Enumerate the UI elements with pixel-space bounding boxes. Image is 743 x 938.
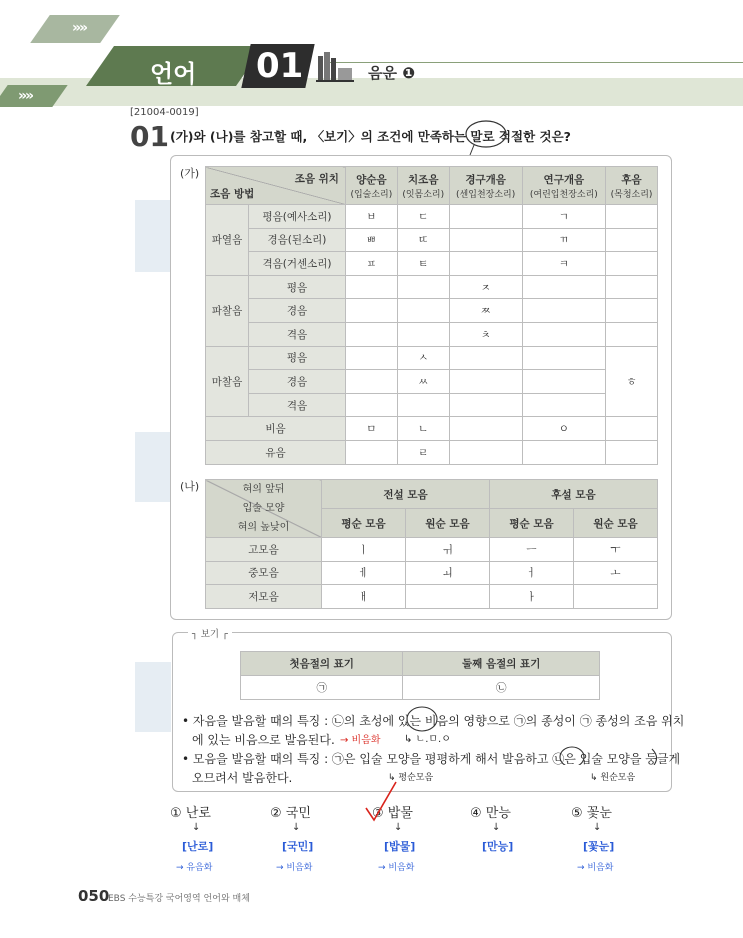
row-header: 비음	[206, 417, 346, 441]
row-sub-header: 격음(거센소리)	[249, 252, 346, 276]
table-cell	[606, 228, 658, 252]
table-cell: ㅃ	[345, 228, 397, 252]
corner-line: 입술 모양	[242, 503, 285, 514]
bogi-cell-2: ㉡	[403, 676, 600, 700]
table-cell	[522, 299, 605, 323]
question-code: [21004-0019]	[130, 107, 199, 118]
table-cell: ㅉ	[449, 299, 522, 323]
column-header	[345, 167, 397, 205]
corner-bottom: 조음 방법	[210, 187, 255, 200]
table-cell	[606, 322, 658, 346]
table-cell: ㅁ	[345, 417, 397, 441]
table-cell	[606, 275, 658, 299]
corner-line: 혀의 높낮이	[237, 522, 290, 533]
table-cell	[397, 275, 449, 299]
handwritten-circle	[462, 117, 510, 157]
choice-pronunciation: [꽃눈]	[583, 840, 615, 853]
table-cell	[449, 370, 522, 394]
table-cell: ㄲ	[522, 228, 605, 252]
table-cell	[397, 299, 449, 323]
column-name: 연구개음	[543, 173, 585, 186]
table-corner	[206, 167, 346, 205]
table-cell: ㅋ	[522, 252, 605, 276]
table-cell: ㅟ	[406, 538, 490, 562]
column-name: 치조음	[408, 173, 439, 186]
table-cell	[345, 275, 397, 299]
row-header: 중모음	[206, 561, 322, 585]
table-cell	[345, 370, 397, 394]
books-icon	[316, 50, 356, 82]
table-cell: ㅓ	[490, 561, 574, 585]
consonant-table	[205, 166, 658, 465]
watermark-e-3	[135, 662, 171, 732]
column-header: 평순 모음	[490, 509, 574, 538]
table-cell: ㅚ	[406, 561, 490, 585]
note-round-vowel: ↳ 원순모음	[590, 773, 636, 783]
table-cell	[406, 585, 490, 609]
column-header	[397, 167, 449, 205]
table-cell	[397, 322, 449, 346]
chevron-icon: »»	[72, 20, 87, 36]
bogi-col-2: 둘째 음절의 표기	[403, 652, 600, 676]
column-name: 양순음	[356, 173, 387, 186]
table-cell: ㅐ	[322, 585, 406, 609]
table-cell	[345, 322, 397, 346]
table-cell	[522, 346, 605, 370]
section-subtitle: 음운 ❶	[368, 64, 415, 82]
table-cell	[574, 585, 658, 609]
row-group-header: 파열음	[206, 205, 249, 276]
table-na-label: (나)	[180, 480, 200, 493]
row-header: 저모음	[206, 585, 322, 609]
row-group-header: 마찰음	[206, 346, 249, 417]
table-cell	[522, 322, 605, 346]
row-header: 고모음	[206, 538, 322, 562]
table-cell	[522, 393, 605, 417]
note-nasalization: → 비음화	[340, 735, 381, 746]
section-number: 01	[256, 46, 304, 86]
table-cell	[345, 346, 397, 370]
bogi-label: ┐ 보기 ┌	[188, 626, 232, 640]
table-cell	[606, 417, 658, 441]
table-cell: ㅜ	[574, 538, 658, 562]
table-cell: ㄴ	[397, 417, 449, 441]
column-header: 원순 모음	[406, 509, 490, 538]
table-cell: ㅡ	[490, 538, 574, 562]
table-cell: ㅂ	[345, 205, 397, 229]
footer-text: EBS 수능특강 국어영역 언어와 매체	[108, 894, 250, 904]
row-header: 유음	[206, 440, 346, 464]
column-header: 평순 모음	[322, 509, 406, 538]
table-cell: ㅊ	[449, 322, 522, 346]
bogi-line-4: 오므려서 발음한다.	[192, 771, 293, 785]
column-sub: (여린입천장소리)	[529, 189, 598, 200]
row-sub-header: 격음	[249, 393, 346, 417]
column-header	[606, 167, 658, 205]
column-sub: (입술소리)	[350, 189, 393, 200]
row-sub-header: 평음	[249, 346, 346, 370]
table-cell: ㅏ	[490, 585, 574, 609]
row-sub-header: 경음	[249, 370, 346, 394]
row-sub-header: 평음	[249, 275, 346, 299]
table-cell: ㄷ	[397, 205, 449, 229]
choice-note: → 유음화	[176, 863, 213, 873]
table-cell	[606, 252, 658, 276]
question-text: (가)와 (나)를 참고할 때, 〈보기〉의 조건에 만족하는 말로 적절한 것은?	[170, 129, 571, 144]
choice-note: → 비음화	[378, 863, 415, 873]
down-arrow-icon: ↓	[292, 822, 301, 833]
choice-3[interactable]: ③ 밥물	[372, 806, 413, 821]
row-sub-header: 격음	[249, 322, 346, 346]
choice-pronunciation: [난로]	[182, 840, 214, 853]
question-number: 01	[130, 120, 169, 153]
choice-2[interactable]: ② 국민	[270, 806, 311, 821]
table-cell	[522, 440, 605, 464]
watermark-e-1	[135, 200, 171, 272]
table-cell: ㅌ	[397, 252, 449, 276]
table-cell	[606, 299, 658, 323]
table-cell	[449, 417, 522, 441]
choice-note: → 비음화	[577, 863, 614, 873]
note-nasal-consonants: ↳ ㄴ.ㅁ.ㅇ	[404, 734, 451, 745]
column-sub: (목청소리)	[610, 189, 653, 200]
table-cell: ㅇ	[522, 417, 605, 441]
table-cell: ㅣ	[322, 538, 406, 562]
table-cell	[449, 228, 522, 252]
table-cell: ㅎ	[606, 346, 658, 417]
choice-5[interactable]: ⑤ 꽃눈	[571, 806, 612, 821]
bogi-cell-1: ㉠	[241, 676, 403, 700]
table-cell: ㄹ	[397, 440, 449, 464]
choice-pronunciation: [만능]	[482, 840, 514, 853]
down-arrow-icon: ↓	[192, 822, 201, 833]
row-sub-header: 경음	[249, 299, 346, 323]
watermark-e-2	[135, 432, 171, 502]
table-cell: ㅅ	[397, 346, 449, 370]
page-title: 언어	[150, 60, 197, 88]
column-group-header: 후설 모음	[490, 480, 658, 509]
bogi-line-2: 에 있는 비음으로 발음된다.	[192, 733, 335, 747]
table-cell	[449, 346, 522, 370]
choice-note: → 비음화	[276, 863, 313, 873]
table-cell	[397, 393, 449, 417]
choice-4[interactable]: ④ 만능	[470, 806, 511, 821]
table-cell	[522, 275, 605, 299]
table-cell	[449, 205, 522, 229]
table-ga-label: (가)	[180, 167, 200, 180]
column-group-header: 전설 모음	[322, 480, 490, 509]
choice-pronunciation: [국민]	[282, 840, 314, 853]
page-number: 050	[78, 887, 110, 905]
table-cell	[345, 440, 397, 464]
table-cell	[449, 440, 522, 464]
corner-line: 혀의 앞뒤	[242, 484, 285, 495]
down-arrow-icon: ↓	[394, 822, 403, 833]
row-sub-header: 평음(예사소리)	[249, 205, 346, 229]
column-header	[522, 167, 605, 205]
column-name: 후음	[621, 173, 642, 186]
table-cell	[449, 393, 522, 417]
table-cell: ㅆ	[397, 370, 449, 394]
down-arrow-icon: ↓	[593, 822, 602, 833]
bogi-line-1: • 자음을 발음할 때의 특징 : ㉡의 초성에 있는 비음의 영향으로 ㉠의 종성이 ㉠ 종성의 조음 위치	[182, 714, 685, 728]
table-cell: ㅍ	[345, 252, 397, 276]
handwritten-circles	[380, 705, 680, 765]
choice-1[interactable]: ① 난로	[170, 806, 211, 821]
table-cell	[522, 370, 605, 394]
bogi-table	[240, 651, 600, 700]
table-corner	[206, 480, 322, 538]
bogi-col-1: 첫음절의 표기	[241, 652, 403, 676]
down-arrow-icon: ↓	[492, 822, 501, 833]
table-cell: ㄱ	[522, 205, 605, 229]
table-cell	[449, 252, 522, 276]
column-header	[449, 167, 522, 205]
table-cell	[606, 205, 658, 229]
table-cell	[345, 299, 397, 323]
table-cell: ㅈ	[449, 275, 522, 299]
table-cell: ㅔ	[322, 561, 406, 585]
note-flat-vowel: ↳ 평순모음	[388, 773, 434, 783]
row-sub-header: 경음(된소리)	[249, 228, 346, 252]
chevron-icon: »»	[18, 88, 33, 104]
bogi-line-3: • 모음을 발음할 때의 특징 : ㉠은 입술 모양을 평평하게 해서 발음하고 ㉡은 입술 모양을 둥글게	[182, 752, 681, 766]
row-group-header: 파찰음	[206, 275, 249, 346]
table-cell	[345, 393, 397, 417]
column-sub: (센입천장소리)	[456, 189, 516, 200]
table-cell: ㅗ	[574, 561, 658, 585]
column-header: 원순 모음	[574, 509, 658, 538]
table-cell: ㄸ	[397, 228, 449, 252]
check-mark-icon	[360, 778, 400, 828]
column-sub: (잇몸소리)	[402, 189, 445, 200]
vowel-table	[205, 479, 658, 609]
table-cell	[606, 440, 658, 464]
corner-top: 조음 위치	[294, 172, 339, 185]
column-name: 경구개음	[465, 173, 506, 186]
choice-pronunciation: [밥물]	[384, 840, 416, 853]
